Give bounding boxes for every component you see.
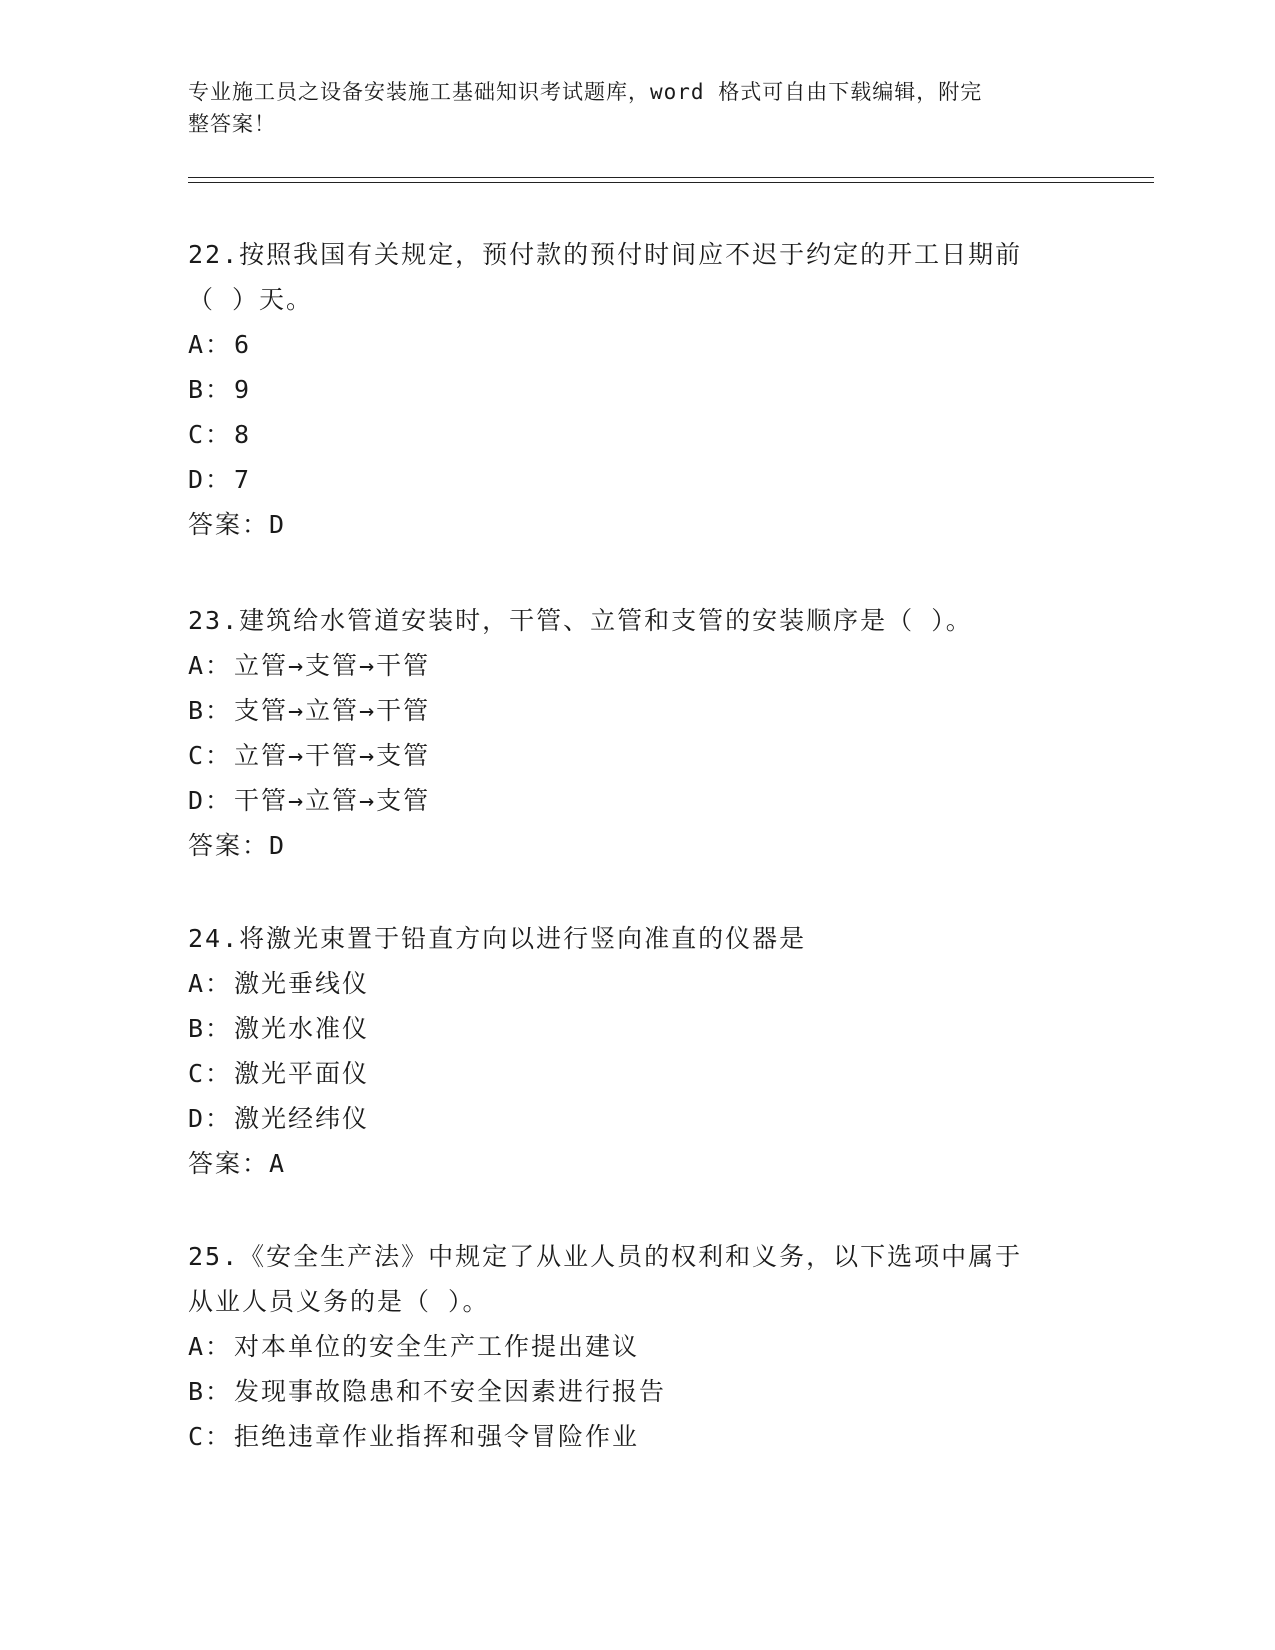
option-letter: B： bbox=[188, 696, 233, 725]
question-stem-continued: （ ）天。 bbox=[188, 285, 314, 314]
option-text: 8 bbox=[234, 420, 252, 449]
option-letter: C： bbox=[188, 1422, 233, 1451]
answer-value: A bbox=[269, 1149, 287, 1178]
option-text: 发现事故隐患和不安全因素进行报告 bbox=[234, 1377, 667, 1406]
answer-label: 答案： bbox=[188, 510, 270, 539]
question-22 bbox=[188, 232, 1088, 547]
option-letter: D： bbox=[188, 1104, 233, 1133]
option-text: 6 bbox=[234, 330, 252, 359]
header-title-line2: 整答案！ bbox=[188, 112, 276, 136]
option-letter: A： bbox=[188, 1332, 233, 1361]
option-text: 对本单位的安全生产工作提出建议 bbox=[234, 1332, 640, 1361]
option-a bbox=[188, 961, 1088, 1006]
option-d bbox=[188, 778, 1088, 823]
answer-value: D bbox=[269, 510, 287, 539]
option-letter: B： bbox=[188, 375, 233, 404]
question-stem-continued: 从业人员义务的是（ ）。 bbox=[188, 1287, 490, 1316]
option-b bbox=[188, 1006, 1088, 1051]
question-stem: 23.建筑给水管道安装时，干管、立管和支管的安装顺序是（ ）。 bbox=[188, 606, 973, 635]
question-24 bbox=[188, 916, 1088, 1186]
answer-value: D bbox=[269, 831, 287, 860]
header-divider-top bbox=[188, 177, 1154, 178]
option-c bbox=[188, 1051, 1088, 1096]
option-text: 干管→立管→支管 bbox=[234, 786, 431, 815]
option-d bbox=[188, 1096, 1088, 1141]
option-letter: D： bbox=[188, 786, 233, 815]
header-divider-bottom bbox=[188, 182, 1154, 183]
question-stem: 24.将激光束置于铅直方向以进行竖向准直的仪器是 bbox=[188, 924, 807, 953]
option-text: 立管→支管→干管 bbox=[234, 651, 431, 680]
option-a bbox=[188, 322, 1088, 367]
answer-line bbox=[188, 502, 1088, 547]
option-text: 9 bbox=[234, 375, 252, 404]
option-letter: C： bbox=[188, 1059, 233, 1088]
option-letter: D： bbox=[188, 465, 233, 494]
option-c bbox=[188, 412, 1088, 457]
option-letter: A： bbox=[188, 330, 233, 359]
option-letter: A： bbox=[188, 969, 233, 998]
question-25 bbox=[188, 1234, 1088, 1459]
option-b bbox=[188, 688, 1088, 733]
option-text: 拒绝违章作业指挥和强令冒险作业 bbox=[234, 1422, 640, 1451]
header-title-line1: 专业施工员之设备安装施工基础知识考试题库，word 格式可自由下载编辑，附完 bbox=[188, 80, 983, 104]
option-text: 支管→立管→干管 bbox=[234, 696, 431, 725]
option-letter: A： bbox=[188, 651, 233, 680]
answer-label: 答案： bbox=[188, 1149, 270, 1178]
answer-line bbox=[188, 823, 1088, 868]
answer-line bbox=[188, 1141, 1088, 1186]
document-header bbox=[188, 76, 1068, 140]
option-letter: B： bbox=[188, 1014, 233, 1043]
option-c bbox=[188, 1414, 1088, 1459]
option-text: 立管→干管→支管 bbox=[234, 741, 431, 770]
question-stem: 25.《安全生产法》中规定了从业人员的权利和义务，以下选项中属于 bbox=[188, 1242, 1023, 1271]
option-a bbox=[188, 1324, 1088, 1369]
option-a bbox=[188, 643, 1088, 688]
option-text: 激光平面仪 bbox=[234, 1059, 370, 1088]
question-23 bbox=[188, 598, 1088, 868]
option-text: 激光垂线仪 bbox=[234, 969, 370, 998]
option-d bbox=[188, 457, 1088, 502]
option-text: 7 bbox=[234, 465, 252, 494]
answer-label: 答案： bbox=[188, 831, 270, 860]
option-c bbox=[188, 733, 1088, 778]
option-letter: B： bbox=[188, 1377, 233, 1406]
option-text: 激光水准仪 bbox=[234, 1014, 370, 1043]
option-text: 激光经纬仪 bbox=[234, 1104, 370, 1133]
option-b bbox=[188, 1369, 1088, 1414]
question-stem: 22.按照我国有关规定，预付款的预付时间应不迟于约定的开工日期前 bbox=[188, 240, 1023, 269]
option-b bbox=[188, 367, 1088, 412]
option-letter: C： bbox=[188, 420, 233, 449]
option-letter: C： bbox=[188, 741, 233, 770]
